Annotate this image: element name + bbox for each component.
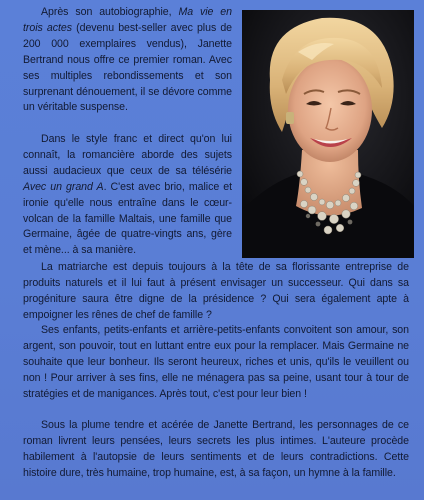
paragraph-conclusion bbox=[23, 418, 409, 482]
paragraph-intro bbox=[23, 5, 232, 116]
paragraph-family-text: Ses enfants, petits-enfants et arrière-petits-enfants convoitent son amour, son argent, son pouvoir, tout en luttant entre eux pour la remplacer. Mais Germaine ne souhaite que leur bonheur. Ils seront heureux, riches et unis, qu'ils le veuillent ou non ! Pour arriver à ses fins, elle ne ménagera pas sa peine, usant tour à tour de stratégies et de manigances. Après tout, c'est pour leur bien ! bbox=[23, 324, 409, 400]
paragraph-style-part-a: Dans le style franc et direct qu'on lui connaît, la romancière aborde des sujets aussi audacieux que ceux de sa télésérie bbox=[23, 133, 232, 177]
paragraph-style bbox=[23, 132, 232, 259]
paragraph-matriarch-text: La matriarche est depuis toujours à la tête de sa florissante entreprise de produits naturels et il lui faut à présent envisager un successeur. Qui dans sa progéniture saura être digne de la présidence ? Qui sera également apte à empoigner les rênes de chef de famille ? bbox=[23, 261, 409, 321]
paragraph-family bbox=[23, 323, 409, 403]
paragraph-intro-part-a: Après son autobiographie, bbox=[41, 6, 179, 18]
teleseries-title: Avec un grand A bbox=[23, 180, 104, 193]
paragraph-style-part-b: . C'est avec brio, malice et ironie qu'elle nous entraîne dans le cœur-volcan de la famille Maltais, une famille que Germaine, âgée de quatre-vingts ans, gère et mène... à sa manière. bbox=[23, 180, 232, 257]
paragraph-matriarch bbox=[23, 260, 409, 324]
autobiography-title: Ma vie en trois actes bbox=[23, 6, 232, 34]
paragraph-conclusion-text: Sous la plume tendre et acérée de Janette Bertrand, les personnages de ce roman livrent leurs pensées, leurs secrets les plus intimes. L'auteure procède habilement à l'autopsie de leurs sentiments et de leurs contradictions. Cette histoire dure, très humaine, trop humaine, est, à sa façon, un hymne à la famille. bbox=[23, 419, 409, 479]
paragraph-intro-part-b: (devenu best-seller avec plus de 200 000 exemplaires vendus), Janette Bertrand nous offre ce premier roman. Avec ses multiples rebondissements et son surprenant dénouement, il se dévore comme un véritable suspense. bbox=[23, 21, 233, 114]
